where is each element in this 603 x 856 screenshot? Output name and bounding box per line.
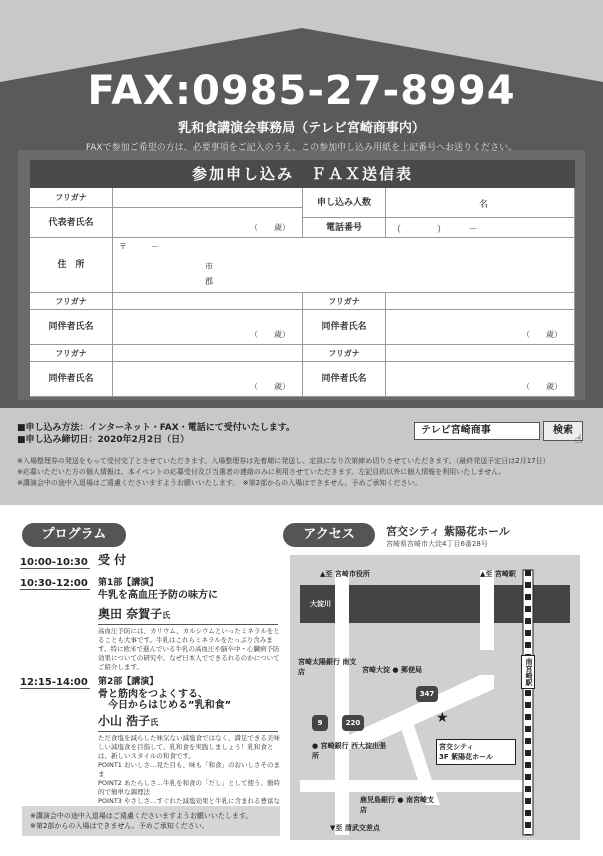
map-label-kiyotake: ▼至 清武交差点: [330, 824, 380, 832]
count-unit: 名: [479, 200, 489, 210]
map-label-bank2: ● 宮崎銀行 西大淀出張所: [312, 742, 386, 760]
fine-print: [17, 456, 592, 489]
phone-format: （ ） －: [392, 225, 478, 235]
apply-method: ■申し込み方法：インターネット・FAX・電話にて受付いたします。: [17, 423, 295, 433]
fine-print-3: ※講演会中の途中入退場はご遠慮くださいますようお願いいたします。 ※第2部からの入場はできません。予めご承知ください。: [17, 479, 422, 487]
furigana-label-4: フリガナ: [30, 345, 113, 362]
part1-speaker: 奥田 奈賀子: [98, 607, 163, 621]
count-field[interactable]: [386, 188, 575, 218]
part2-point1: POINT1 おいしさ…見た目も、味も「和食」のおいしさそのまま: [98, 761, 280, 778]
phone-label: 電話番号: [303, 218, 386, 238]
program-footer-1: ※講演会中の途中入退場はご遠慮くださいますようお願いいたします。: [30, 812, 253, 820]
map-label-station: ▲至 宮崎駅: [480, 570, 516, 578]
part2-point3: POINT3 やさしさ…すぐれた減塩効果と牛乳に含まれる豊富な: [98, 797, 280, 805]
rep-name-field[interactable]: [113, 208, 303, 238]
age-unit-3: （ 歳）: [522, 330, 562, 339]
postal-mark: 〒 －: [119, 242, 159, 251]
honorific-1: 氏: [162, 611, 171, 620]
part2-speaker: 小山 浩子: [98, 714, 151, 728]
age-unit-4: （ 歳）: [250, 382, 290, 391]
map-venue-line1: 宮交シティ: [439, 743, 474, 751]
prefecture-label: 郡: [205, 277, 213, 286]
companion1-name-field[interactable]: [113, 310, 303, 345]
age-unit-2: （ 歳）: [250, 330, 290, 339]
map-label-bank1: 宮崎太陽銀行 南支店: [298, 658, 357, 676]
companion2-furigana-field[interactable]: [386, 293, 575, 310]
time-2: 10:30-12:00: [20, 578, 90, 590]
companion3-furigana-field[interactable]: [113, 345, 303, 362]
part1-speaker-row: [98, 609, 278, 625]
part2-title-1: 骨と筋肉をつよくする、: [98, 689, 208, 700]
apply-deadline: ■申し込み締切日：2020年2月2日（日）: [17, 435, 190, 445]
venue-address: 宮崎県宮崎市大淀4丁目6番28号: [386, 540, 488, 548]
honorific-2: 氏: [150, 718, 159, 727]
program-title: プログラム: [22, 523, 126, 547]
route-220-sign: 220: [342, 715, 364, 731]
companion-label-4: 同伴者氏名: [303, 362, 386, 397]
office-name: 乳和食講演会事務局（テレビ宮崎商事内）: [178, 121, 425, 136]
program-footer-2: ※第2部からの入場はできません。予めご承知ください。: [30, 822, 209, 830]
map-venue-label: [436, 739, 516, 765]
address-field[interactable]: [113, 238, 575, 293]
route-9-sign: 9: [312, 715, 328, 731]
part1-description: 高血圧予防には、カリウム、カルシウムといったミネラルをとることも大事です。牛乳はこれらミネラルをたっぷり含みます。特に欧米で進んでいる牛乳の高血圧や脳卒中・心臓病予防効果についての研究や、なぜ日本人でできるれるのかについてご紹介します。: [98, 627, 280, 671]
route-347-sign: 347: [416, 686, 438, 702]
rep-furigana-field[interactable]: [113, 188, 303, 208]
companion-label-3: 同伴者氏名: [30, 362, 113, 397]
age-unit-5: （ 歳）: [522, 382, 562, 391]
part2-description: [98, 734, 280, 815]
companion3-name-field[interactable]: [113, 362, 303, 397]
companion1-furigana-field[interactable]: [113, 293, 303, 310]
city-label: 市: [205, 262, 213, 271]
map-venue-line2: 3F 紫陽花ホール: [439, 753, 493, 761]
companion4-name-field[interactable]: [386, 362, 575, 397]
furigana-label: フリガナ: [30, 188, 113, 208]
program-footer: [22, 806, 280, 836]
fax-note: FAXで参加ご希望の方は、必要事項をご記入のうえ、この参加申し込み用紙を上記番号へお送りください。: [85, 143, 518, 153]
companion-label-2: 同伴者氏名: [303, 310, 386, 345]
apply-info: [17, 422, 295, 446]
hand-cursor-icon: ☝: [575, 432, 583, 446]
access-title: アクセス: [283, 523, 375, 547]
venue-name: 宮交シティ 紫陽花ホール: [386, 525, 510, 538]
part2-intro: ただ食塩を減らした味気ない減塩食ではなく、満足できる美味しい減塩食を目指して、乳和食を実践しましょう！乳和食とは、新しいスタイルの和食です。: [98, 734, 280, 760]
furigana-label-3: フリガナ: [303, 293, 386, 310]
furigana-label-5: フリガナ: [303, 345, 386, 362]
address-label: 住 所: [30, 238, 113, 293]
companion-label-1: 同伴者氏名: [30, 310, 113, 345]
form-title: 参加申し込み ＦＡＸ送信表: [30, 160, 575, 188]
rep-name-label: 代表者氏名: [30, 208, 113, 238]
fine-print-2: ※応募いただいた方の個人情報は、本イベントの応募受付及び当選者の連絡のみに利用させていただきます。左記目的以外に個人情報を利用いたしません。: [17, 468, 506, 476]
reception-label: 受 付: [98, 553, 127, 567]
search-button[interactable]: 検索: [543, 421, 583, 441]
companion2-name-field[interactable]: [386, 310, 575, 345]
furigana-label-2: フリガナ: [30, 293, 113, 310]
venue-star-icon: ★: [436, 710, 449, 726]
phone-field[interactable]: [386, 218, 575, 238]
map-label-city-hall: ▲至 宮崎市役所: [320, 570, 370, 578]
part2-speaker-row: [98, 716, 278, 732]
map-label-minamimiyazaki: 南宮崎駅: [521, 655, 535, 689]
map-label-post: 宮崎大淀 ● 郵便局: [362, 666, 422, 674]
map-label-river: 大淀川: [310, 600, 331, 608]
part2-title-2: 今日からはじめる”乳和食”: [108, 700, 232, 711]
part2-tag: 第2部【講演】: [98, 677, 159, 687]
map-label-bank3: 鹿児島銀行 ● 南宮崎支店: [360, 796, 434, 814]
part1-tag: 第1部【講演】: [98, 578, 159, 588]
part1-title: 牛乳を高血圧予防の味方に: [98, 590, 218, 601]
time-1: 10:00-10:30: [20, 557, 90, 569]
time-3: 12:15-14:00: [20, 677, 90, 689]
companion4-furigana-field[interactable]: [386, 345, 575, 362]
count-label: 申し込み人数: [303, 188, 386, 218]
search-input[interactable]: テレビ宮崎商事: [414, 422, 540, 440]
part2-point2: POINT2 あたらしさ…牛乳を和食の「だし」として使う、簡時的で簡単な調理法: [98, 779, 280, 796]
fine-print-1: ※入場整理券の発送をもって受付完了とさせていただきます。入場整理券は先着順に発送し、定員になり次第締め切りさせていただきます。（最終発送予定日は2月17日）: [17, 457, 550, 465]
fax-number: FAX:0985-27-8994: [87, 68, 516, 114]
fax-form: [30, 160, 575, 397]
age-unit: （ 歳）: [250, 223, 290, 232]
access-map: [290, 555, 580, 840]
